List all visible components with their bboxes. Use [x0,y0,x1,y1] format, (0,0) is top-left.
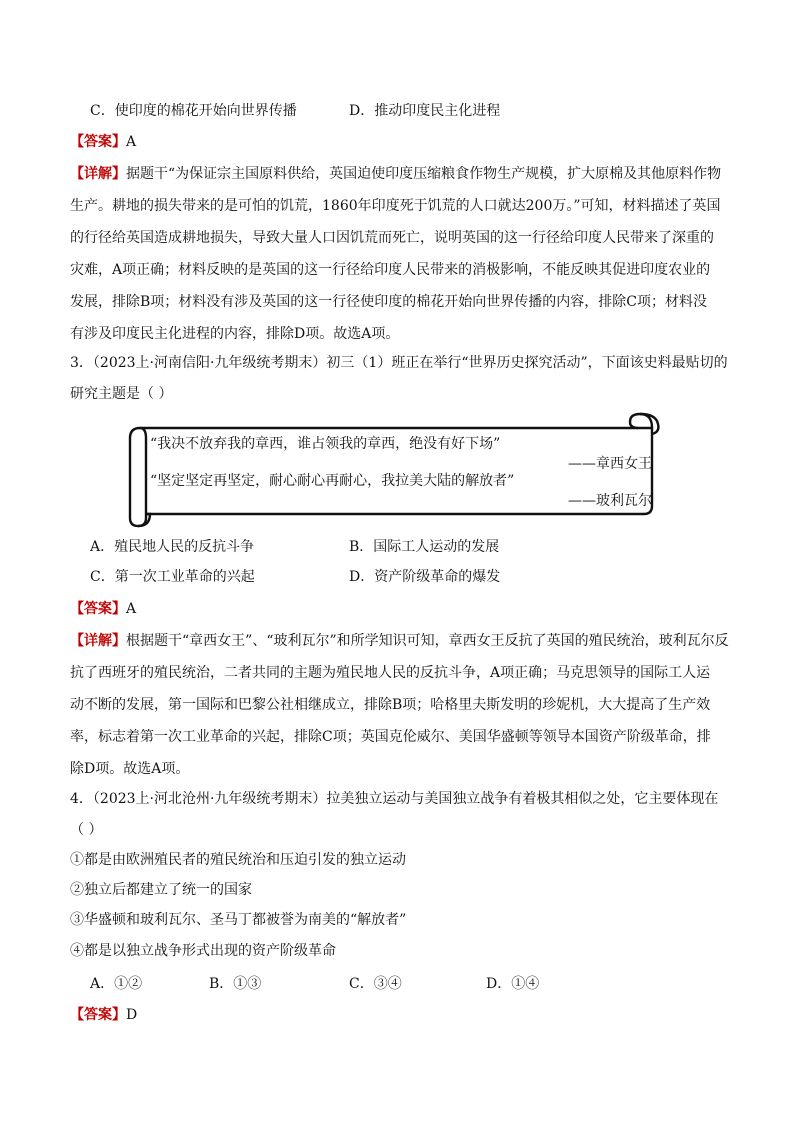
q2-option-d: D．推动印度民主化进程 [349,103,501,119]
q2-detail-line: 生产。耕地的损失带来的是可怕的饥荒，1860年印度死于饥荒的人口就达200万。”可知，材料描述了英国 [70,198,721,214]
q4-statement: ④都是以独立战争形式出现的资产阶级革命 [70,943,336,959]
q4-stem-line: 4．（2023上·河北沧州·九年级统考期末）拉美独立运动与美国独立战争有着极其相似之处，它主要体现在 [70,791,719,807]
q4-statement: ①都是由欧洲殖民者的殖民统治和压迫引发的独立运动 [70,852,406,868]
detail-tag: 【详解】 [70,166,126,182]
quote-author-bolivar: ——玻利瓦尔 [568,493,652,509]
q4-statement: ②独立后都建立了统一的国家 [70,882,252,898]
q2-option-c: C．使印度的棉花开始向世界传播 [90,103,297,119]
q4-option-a: A．①② [90,976,143,992]
answer-value: A [126,601,137,617]
detail-tag: 【详解】 [70,633,126,649]
q2-detail-line: 发展，排除B项；材料没有涉及英国的这一行径使印度的棉花开始向世界传播的内容，排除C项；材料没 [70,294,707,310]
answer-value: A [126,134,137,150]
q4-stem-line: （ ） [70,822,103,838]
q2-answer [70,132,136,152]
q3-stem-line: 3．（2023上·河南信阳·九年级统考期末）初三（1）班正在举行“世界历史探究活动”，下面该史料最贴切的 [70,355,728,371]
q4-statement: ③华盛顿和玻利瓦尔、圣马丁都被誉为南美的“解放者” [70,912,407,928]
q3-option-d: D．资产阶级革命的爆发 [349,569,501,585]
q4-option-d: D．①④ [486,976,540,992]
q3-option-b: B．国际工人运动的发展 [349,539,500,555]
q3-detail-line: 率，标志着第一次工业革命的兴起，排除C项；英国克伦威尔、美国华盛顿等领导本国资产阶级革命，排 [70,729,711,745]
q2-detail-line: 【详解】据题干“为保证宗主国原料供给，英国迫使印度压缩粮食作物生产规模，扩大原棉及其他原料作物 [70,166,722,182]
q3-detail-line: 除D项。故选A项。 [70,761,190,777]
quote-scroll [126,410,666,528]
q2-detail-line: 灾难，A项正确；材料反映的是英国的这一行径给印度人民带来的消极影响，不能反映其促进印度农业的 [70,262,711,278]
quote-zhangxi: “我决不放弃我的章西，谁占领我的章西，绝没有好下场” [150,436,501,452]
q4-option-b: B．①③ [209,976,262,992]
q3-detail-line: 动不断的发展，第一国际和巴黎公社相继成立，排除B项；哈格里夫斯发明的珍妮机，大大提高了生产效 [70,697,711,713]
answer-tag: 【答案】 [70,1007,126,1023]
answer-tag: 【答案】 [70,601,126,617]
q2-detail-line: 有涉及印度民主化进程的内容，排除D项。故选A项。 [70,326,400,342]
q3-option-a: A．殖民地人民的反抗斗争 [90,539,255,555]
q2-detail-line: 的行径给英国造成耕地损失，导致大量人口因饥荒而死亡，说明英国的这一行径给印度人民带来了深重的 [70,230,714,246]
q3-detail-line: 抗了西班牙的殖民统治，二者共同的主题为殖民地人民的反抗斗争，A项正确；马克思领导的国际工人运 [70,665,711,681]
q3-detail-line: 【详解】根据题干“章西女王”、“玻利瓦尔”和所学知识可知，章西女王反抗了英国的殖民统治，玻利瓦尔反 [70,633,729,649]
q4-answer [70,1005,137,1025]
q3-answer [70,599,136,619]
q4-option-c: C．③④ [349,976,402,992]
q3-stem-line: 研究主题是（ ） [70,386,173,402]
quote-author-zhangxi: ——章西女王 [568,456,652,472]
quote-bolivar: “坚定坚定再坚定，耐心耐心再耐心，我拉美大陆的解放者” [150,473,515,489]
q3-option-c: C．第一次工业革命的兴起 [90,569,255,585]
answer-tag: 【答案】 [70,134,126,150]
answer-value: D [126,1007,138,1023]
